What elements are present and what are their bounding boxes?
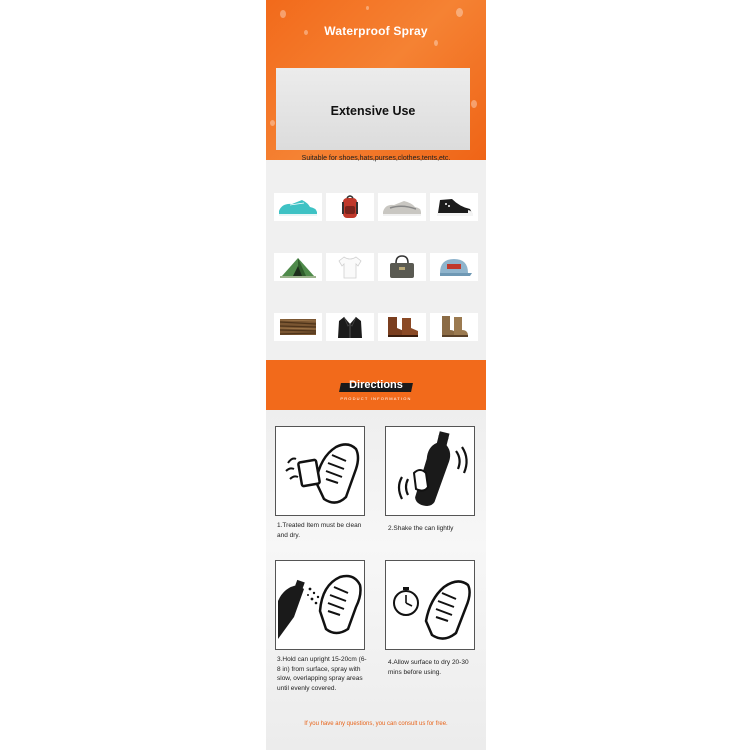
water-drop-icon bbox=[434, 40, 438, 46]
step-1-text: 1.Treated Item must be clean and dry. bbox=[277, 522, 362, 539]
extensive-use-box bbox=[276, 68, 470, 150]
water-drop-icon bbox=[280, 10, 286, 18]
canvas-shoe-icon bbox=[430, 193, 478, 221]
water-drop-icon bbox=[471, 100, 477, 108]
footer-note: If you have any questions, you can consult us for free. bbox=[304, 721, 448, 727]
water-drop-icon bbox=[366, 6, 369, 10]
tshirt-icon bbox=[326, 253, 374, 281]
step-4-text: 4.Allow surface to dry 20-30 mins before using. bbox=[388, 659, 469, 676]
step-3-text: 3.Hold can upright 15-20cm (6-8 in) from surface, spray with slow, overlapping spray areas until evenly covered. bbox=[277, 656, 367, 692]
directions-subtitle: PRODUCT INFORMATION bbox=[340, 396, 412, 401]
backpack-icon bbox=[326, 193, 374, 221]
spray-shoe-icon bbox=[275, 560, 365, 650]
leather-fabric-icon bbox=[274, 313, 322, 341]
stopwatch-shoe-icon bbox=[385, 560, 475, 650]
jacket-icon bbox=[326, 313, 374, 341]
sneaker-grey-icon bbox=[378, 193, 426, 221]
header-banner bbox=[266, 0, 486, 160]
cap-icon bbox=[430, 253, 478, 281]
handbag-icon bbox=[378, 253, 426, 281]
directions-heading bbox=[340, 379, 412, 393]
product-grid bbox=[274, 193, 478, 343]
water-drop-icon bbox=[456, 8, 463, 17]
sneaker-teal-icon bbox=[274, 193, 322, 221]
boots-icon bbox=[378, 313, 426, 341]
directions-banner bbox=[266, 360, 486, 410]
water-drop-icon bbox=[270, 120, 275, 126]
step-2-text: 2.Shake the can lightly bbox=[388, 525, 454, 532]
tent-icon bbox=[274, 253, 322, 281]
ugg-boots-icon bbox=[430, 313, 478, 341]
product-description-strip bbox=[266, 0, 486, 750]
wipe-shoe-icon bbox=[275, 426, 365, 516]
section-title: Extensive Use bbox=[330, 104, 416, 118]
shake-can-icon bbox=[385, 426, 475, 516]
suitable-text: Suitable for shoes,hats,purses,clothes,tents,etc. bbox=[301, 155, 451, 162]
page-title: Waterproof Spray bbox=[324, 24, 428, 38]
directions-title: Directions bbox=[349, 379, 403, 391]
